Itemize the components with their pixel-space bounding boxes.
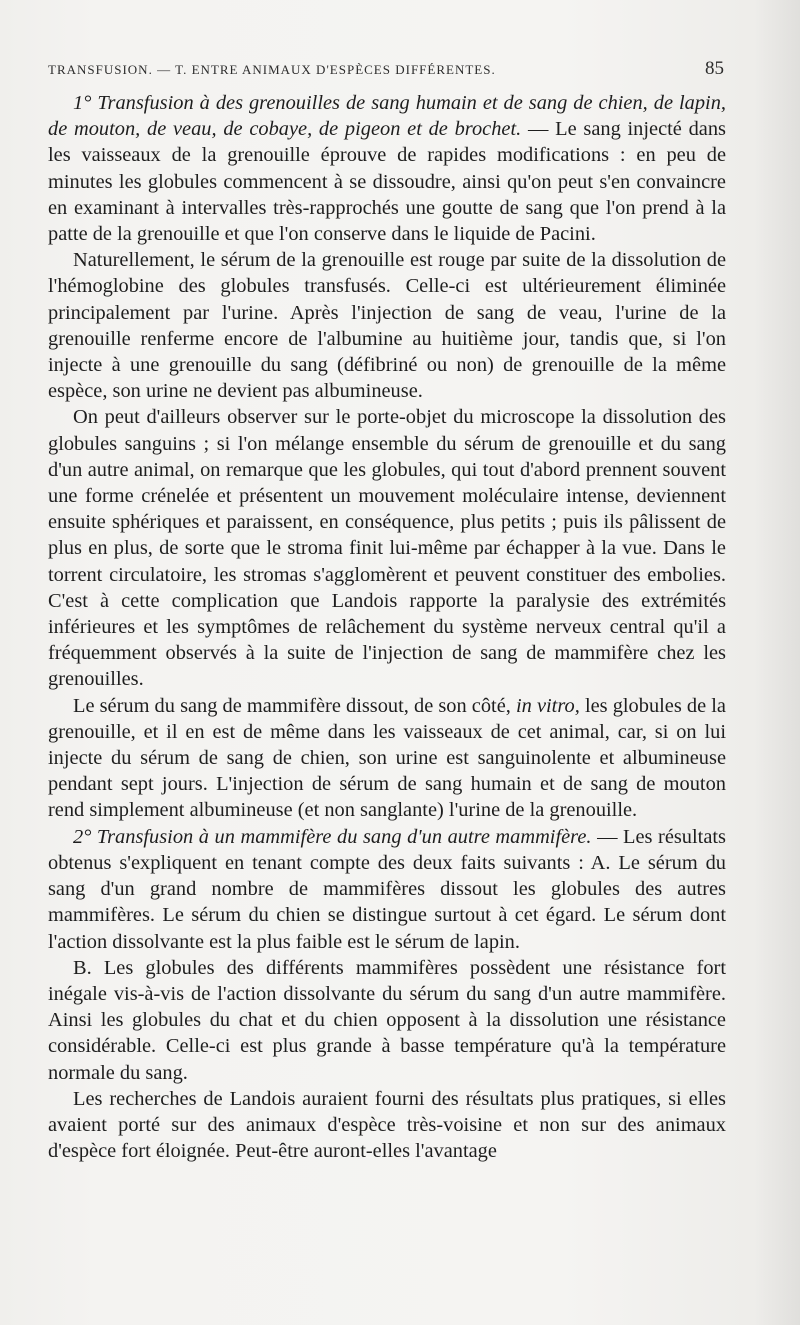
paragraph-4-italic: in vitro, [515,694,580,717]
paragraph-4-text-after: les globules de la grenouille, et il en est de même dans les vaisseaux de cet animal, car, si on lui injecte du sérum de sang de chien, son urine est sanguinolente et albumineuse pendant sept jours. L'injection de sérum de sang humain et de sang de mouton rend simplement albumineuse (et non sanglante) l'urine de la grenouille. [48,694,726,822]
page-header [48,58,724,82]
paragraph-7: Les recherches de Landois auraient fourni des résultats plus pratiques, si elles avaient porté sur des animaux d'espèce très-voisine et non sur des animaux d'espèce fort éloignée. Peut-être auront-elles l'avantage [48,1087,726,1163]
page-edge-shadow [754,0,800,1325]
paragraph-3: On peut d'ailleurs observer sur le porte-objet du microscope la dissolution des globules sanguins ; si l'on mélange ensemble du sérum de grenouille et du sang d'un autre animal, on remarque que les globules, qui tout d'abord prennent souvent une forme crénelée et présentent un mouvement moléculaire intense, deviennent ensuite sphériques et paraissent, en conséquence, plus petits ; puis ils pâlissent de plus en plus, de sorte que le stroma finit lui-même par échapper à la vue. Dans le torrent circulatoire, les stromas s'agglomèrent et peuvent constituer des embolies. C'est à cette complication que Landois rapporte la paralysie des extrémités inférieures et les symptômes de relâchement du système nerveux central qu'il a fréquemment observés à la suite de l'injection de sang de mammifère chez les grenouilles. [48,406,726,691]
paragraph-1-text: — Le sang injecté dans les vaisseaux de la grenouille éprouve de rapides modifications : en peu de minutes les globules commencent à se dissoudre, ainsi qu'on peut s'en convaincre en examinant à intervalles très-rapprochés une goutte de sang que l'on prend à la patte de la grenouille et que l'on conserve dans le liquide de Pacini. [48,118,726,246]
paragraph-5-text: — Les résultats obtenus s'expliquent en tenant compte des deux faits suivants : A. Le sérum du sang d'un grand nombre de mammifères dissout les globules des autres mammifères. Le sérum du chien se distingue surtout à cet égard. Le sérum dont l'action dissolvante est la plus faible est le sérum de lapin. [48,825,726,953]
paragraph-2: Naturellement, le sérum de la grenouille est rouge par suite de la dissolution de l'hémoglobine des globules transfusés. Celle-ci est ultérieurement éliminée principalement par l'urine. Après l'injection de sang de veau, l'urine de la grenouille renferme encore de l'albumine au huitième jour, tandis que, si l'on injecte à une grenouille du sang (défibriné ou non) de grenouille de la même espèce, son urine ne devient pas albumineuse. [48,249,726,403]
paragraph-1 [48,90,726,247]
paragraph-6: B. Les globules des différents mammifères possèdent une résistance fort inégale vis-à-vis de l'action dissolvante du sérum du sang d'un autre mammifère. Ainsi les globules du chat et du chien opposent à la dissolution une résistance considérable. Celle-ci est plus grande à basse température qu'à la température normale du sang. [48,956,726,1084]
paragraph-4 [48,693,726,824]
section-heading-2: 2° Transfusion à un mammifère du sang d'un autre mammifère. [73,825,592,848]
running-title: TRANSFUSION. — T. ENTRE ANIMAUX D'ESPÈCES DIFFÉRENTES. [48,62,496,77]
section-heading-1: 1° Transfusion à des grenouilles de sang humain et de sang de chien, de lapin, de mouton, de veau, de cobaye, de pigeon et de brochet. [48,92,726,141]
page-number: 85 [705,58,724,79]
paragraph-5 [48,824,726,955]
text-body [48,90,726,1164]
paragraph-4-text-before: Le sérum du sang de mammifère dissout, de son côté, [73,694,511,717]
